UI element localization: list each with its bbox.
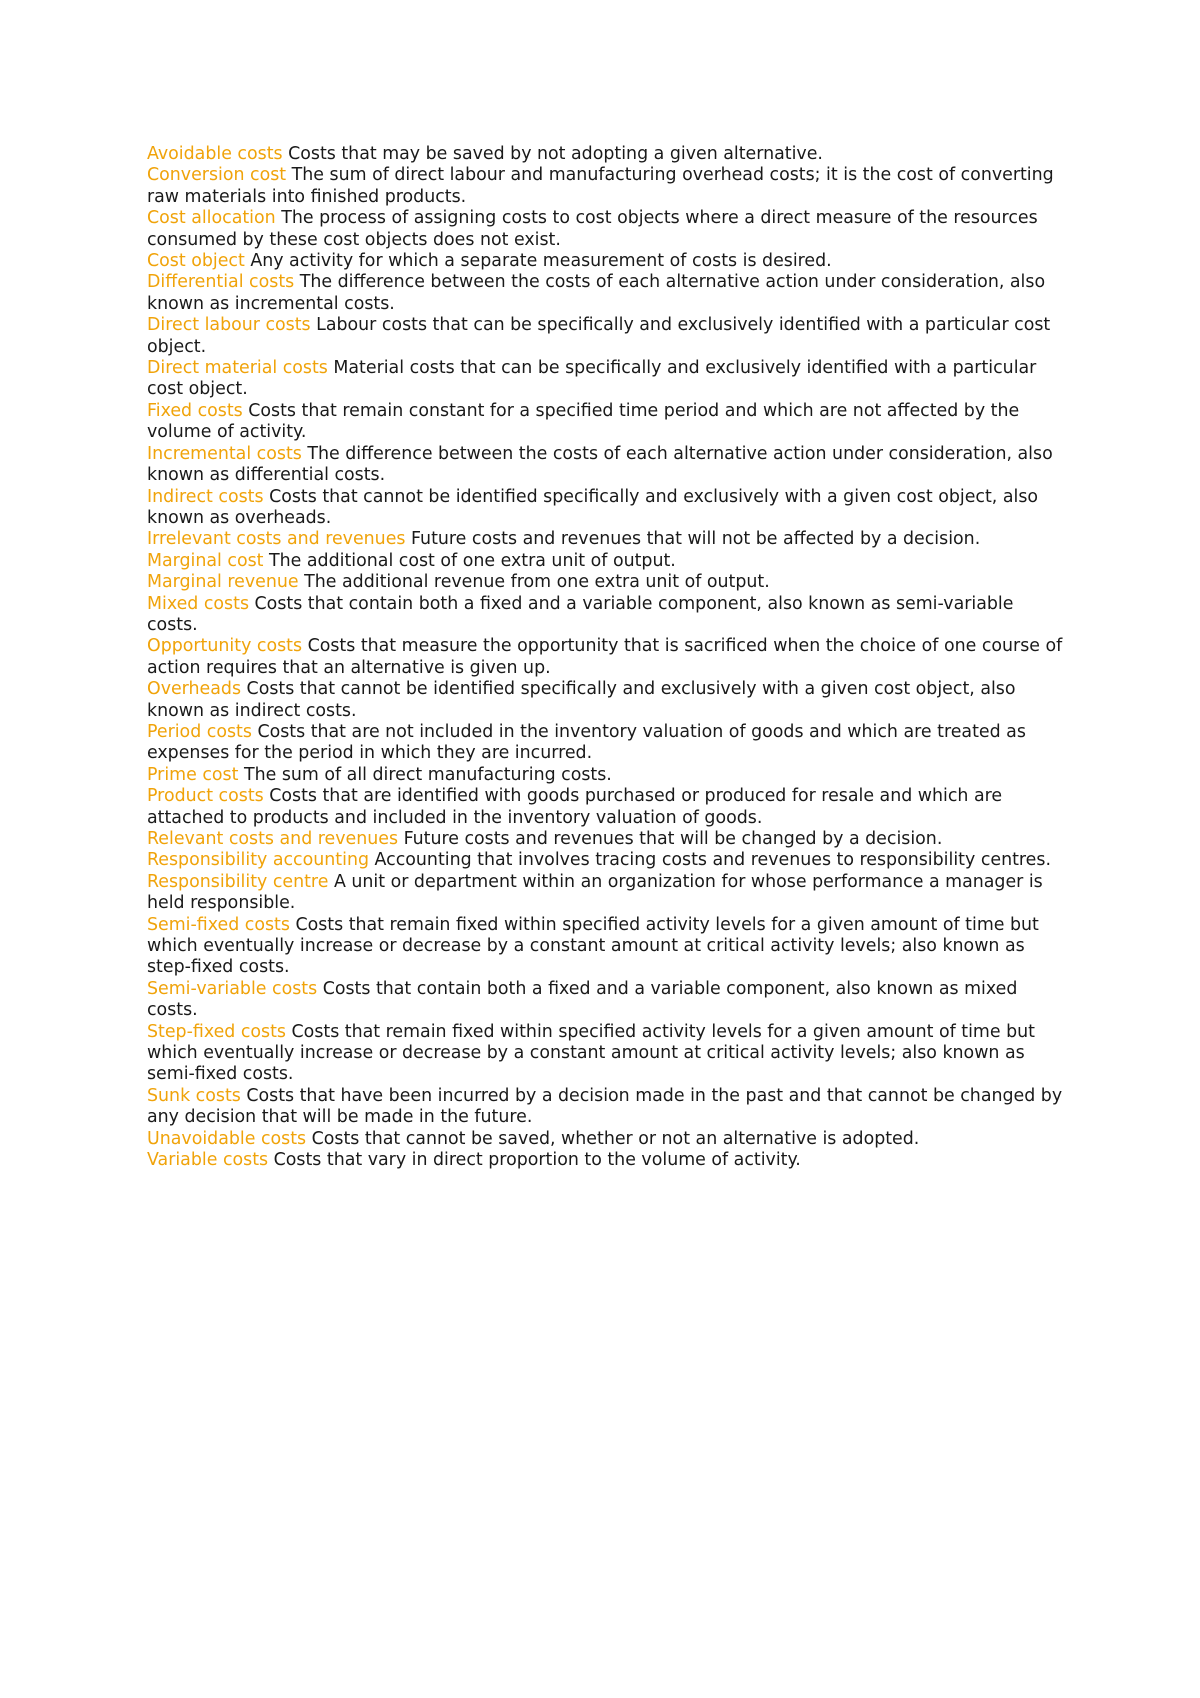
glossary-entry (147, 1129, 1067, 1150)
glossary-definition: The difference between the costs of each alternative action under consideration, also known as incremental costs. (147, 272, 1046, 314)
glossary-definition: A unit or department within an organization for whose performance a manager is held responsible. (147, 871, 1043, 914)
glossary-definition: Costs that measure the opportunity that is sacrificed when the choice of one course of action requires that an alternative is given up. (147, 636, 1063, 678)
glossary-entry (147, 915, 1067, 979)
glossary-entry (147, 1150, 1067, 1171)
glossary-term: Semi-variable costs (147, 978, 318, 999)
glossary-definition: Costs that remain constant for a specified time period and which are not affected by the volume of activity. (147, 400, 1020, 443)
glossary-term: Conversion cost (147, 165, 287, 186)
glossary-term: Marginal revenue (147, 572, 299, 593)
glossary-entry (147, 165, 1067, 208)
glossary-definition: Costs that have been incurred by a decision made in the past and that cannot be changed by any decision that will be made in the future. (147, 1085, 1063, 1128)
glossary-term: Period costs (147, 721, 252, 742)
glossary-entry (147, 786, 1067, 829)
glossary-term: Cost object (147, 251, 245, 272)
glossary-term: Variable costs (147, 1150, 269, 1171)
glossary-entry (147, 979, 1067, 1022)
glossary-entry (147, 272, 1067, 315)
glossary-entry (147, 144, 1067, 165)
glossary-entry (147, 765, 1067, 786)
glossary-entry (147, 315, 1067, 358)
glossary-term: Differential costs (147, 272, 295, 293)
glossary-entry (147, 444, 1067, 487)
glossary-definition: Costs that contain both a fixed and a variable component, also known as mixed costs. (147, 978, 1018, 1021)
glossary-definition: Costs that are not included in the inventory valuation of goods and which are treated as expenses for the period in which they are incurred. (147, 721, 1026, 764)
glossary-definition: Any activity for which a separate measurement of costs is desired. (250, 251, 832, 272)
glossary-entry (147, 251, 1067, 272)
glossary-definition: Future costs and revenues that will be changed by a decision. (403, 829, 943, 849)
glossary-entry (147, 722, 1067, 765)
glossary-term: Relevant costs and revenues (147, 829, 399, 849)
glossary-definition: Labour costs that can be specifically and exclusively identified with a particular cost object. (147, 315, 1051, 357)
glossary-entry (147, 1086, 1067, 1129)
glossary-definition: The difference between the costs of each alternative action under consideration, also known as differential costs. (147, 443, 1053, 486)
glossary-definition: Costs that cannot be identified specifically and exclusively with a given cost object, also known as overheads. (147, 486, 1039, 528)
glossary-definition: Costs that cannot be saved, whether or not an alternative is adopted. (311, 1128, 920, 1149)
glossary-entry (147, 679, 1067, 722)
glossary-term: Prime cost (147, 764, 239, 785)
glossary-definition: Costs that are identified with goods purchased or produced for resale and which are attached to products and included in the inventory valuation of goods. (147, 786, 1003, 828)
glossary-entry (147, 358, 1067, 401)
glossary-entry (147, 1022, 1067, 1086)
glossary-term: Cost allocation (147, 208, 276, 229)
glossary-term: Indirect costs (147, 486, 264, 507)
glossary-entry (147, 208, 1067, 251)
glossary-entry (147, 636, 1067, 679)
glossary-entry (147, 850, 1067, 871)
glossary-term: Responsibility accounting (147, 850, 370, 871)
glossary-term: Avoidable costs (147, 144, 283, 164)
glossary-definition: The process of assigning costs to cost objects where a direct measure of the resources consumed by these cost objects does not exist. (147, 208, 1038, 250)
glossary-entry (147, 594, 1067, 637)
glossary-term: Incremental costs (147, 443, 302, 464)
glossary-definition: Future costs and revenues that will not be affected by a decision. (411, 529, 981, 550)
glossary-entry (147, 572, 1067, 593)
glossary-entry (147, 529, 1067, 550)
glossary-term: Step-fixed costs (147, 1021, 286, 1042)
glossary-term: Responsibility centre (147, 871, 329, 892)
glossary-definition: Accounting that involves tracing costs and revenues to responsibility centres. (374, 850, 1051, 871)
glossary-entry (147, 487, 1067, 530)
glossary-term: Direct labour costs (147, 315, 311, 336)
glossary-term: Irrelevant costs and revenues (147, 529, 406, 550)
glossary-entry (147, 401, 1067, 444)
glossary-entry (147, 829, 1067, 850)
glossary-term: Sunk costs (147, 1085, 241, 1106)
glossary-definition: The sum of all direct manufacturing costs. (243, 764, 612, 785)
glossary-definition: Costs that may be saved by not adopting a given alternative. (288, 144, 823, 164)
glossary-term: Direct material costs (147, 358, 328, 379)
glossary-term: Mixed costs (147, 593, 249, 614)
glossary-list (147, 144, 1067, 1172)
glossary-definition: Costs that cannot be identified specifically and exclusively with a given cost object, also known as indirect costs. (147, 679, 1016, 721)
glossary-term: Marginal cost (147, 550, 264, 571)
glossary-definition: The additional cost of one extra unit of output. (269, 550, 676, 571)
glossary-definition: Material costs that can be specifically and exclusively identified with a particular cost object. (147, 358, 1037, 400)
glossary-term: Product costs (147, 786, 264, 807)
glossary-definition: The sum of direct labour and manufacturing overhead costs; it is the cost of converting raw materials into finished products. (147, 165, 1054, 207)
glossary-term: Semi-fixed costs (147, 914, 290, 935)
glossary-definition: The additional revenue from one extra unit of output. (304, 572, 770, 593)
glossary-term: Overheads (147, 679, 242, 700)
glossary-definition: Costs that vary in direct proportion to the volume of activity. (273, 1150, 801, 1171)
glossary-entry (147, 551, 1067, 572)
glossary-definition: Costs that remain fixed within specified activity levels for a given amount of time but which eventually increase or decrease by a constant amount at critical activity levels; also known as semi-fixed costs. (147, 1021, 1035, 1085)
glossary-entry (147, 872, 1067, 915)
glossary-definition: Costs that remain fixed within specified activity levels for a given amount of time but which eventually increase or decrease by a constant amount at critical activity levels; also known as step-fixed costs. (147, 914, 1039, 978)
glossary-term: Opportunity costs (147, 636, 303, 657)
glossary-definition: Costs that contain both a fixed and a variable component, also known as semi-variable costs. (147, 593, 1014, 635)
glossary-term: Unavoidable costs (147, 1128, 307, 1149)
glossary-term: Fixed costs (147, 400, 243, 421)
